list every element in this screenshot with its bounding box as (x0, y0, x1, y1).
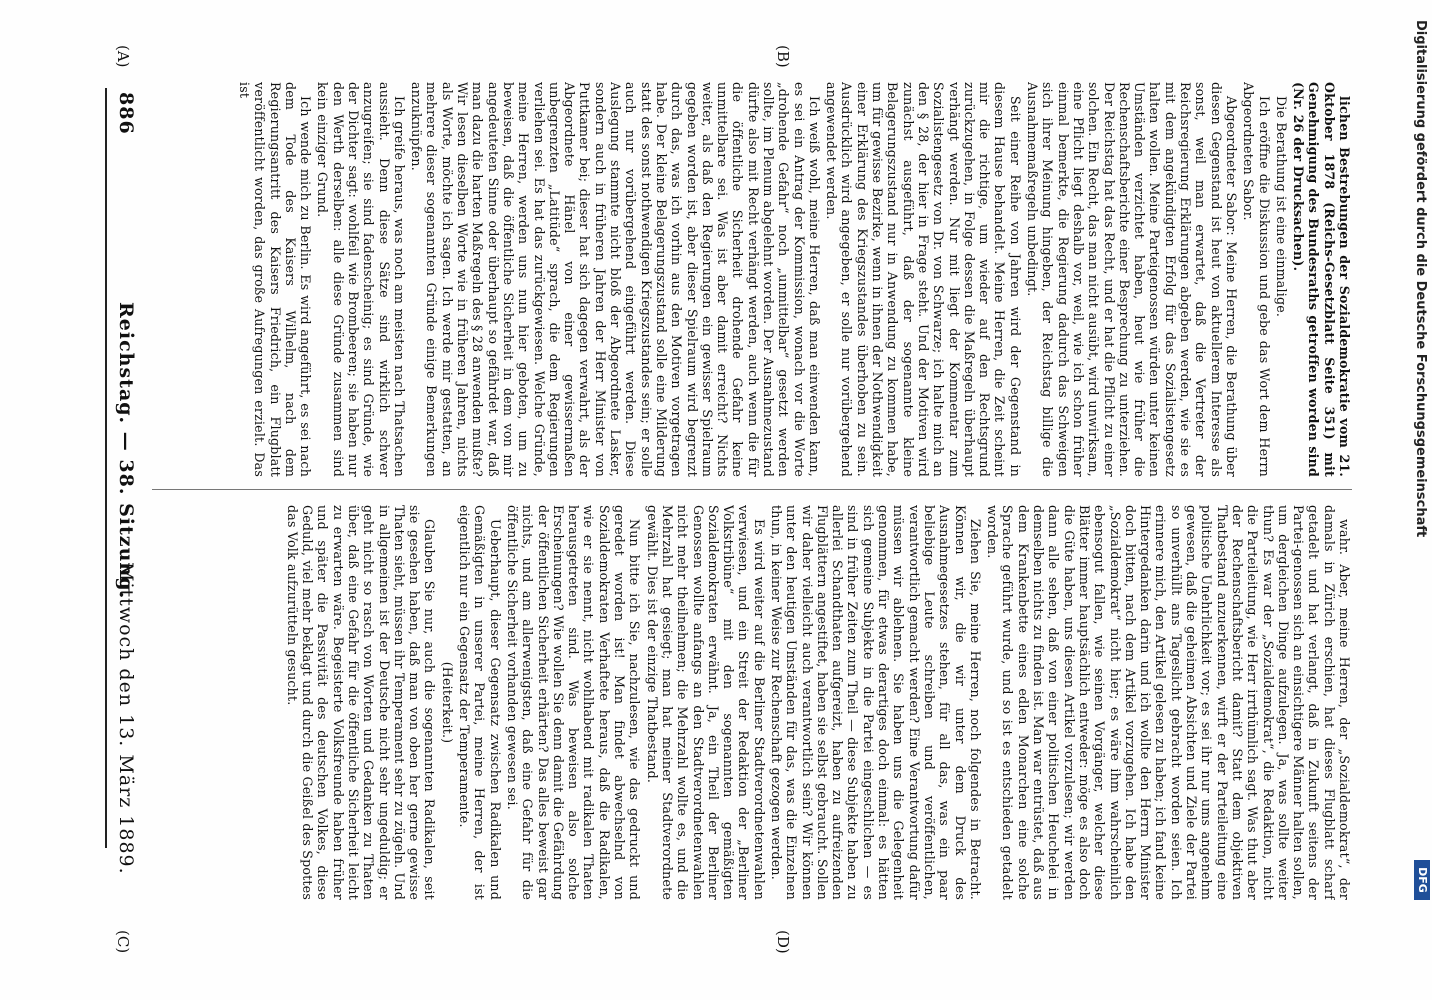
dfg-logo: DFG (1414, 860, 1430, 900)
paragraph: (Heiterkeit.) (439, 661, 455, 744)
paragraph: Ziehen Sie, meine Herren, noch folgendes in Betracht. Können wir, die wir unter dem Druck des Ausnahmegesetzes stehen, für all das, was ein paar beliebige Leute schreiben und veröffentlichen, verantwortlich gemacht werden? Eine Verantwortung dafür müssen wir ablehnen. Sie haben uns die Gelegenheit genommen, für etwas derartiges doch einmal: es hätten sich gemeine Subjekte in die Partei eingeschlichen — es sind in früher Zeiten zum Theil — diese Subjekte haben zu allerlei Schandthaten aufgereizt, haben zu aufreizenden Flugblättern angestiftet, haben sie selbst gebraucht. Sollen wir daher vielleicht auch verantwortlich sein? Wir können unter den heutigen Umständen für das, was die Einzelnen thun, in keiner Weise zur Rechenschaft gezogen werden. (769, 505, 983, 900)
margin-marker-c: (C) (114, 930, 132, 954)
paragraph: Es wird weiter auf die Berliner Stadtverordnetenwahlen verwiesen, und ein Streit der Redaktion der „Berliner Volkstribüne“ mit den sogenannten gemäßigten Sozialdemokraten erwähnt. Ja, ein Theil der Berliner Genossen wollte anfangs an den Stadtverordnetenwahlen nicht mehr theilnehmen; die Mehrzahl wollte es, und die Mehrzahl hat gesiegt; man hat meiner Stadtverordnete gewählt. Dies ist der einzige Thatbestand. (644, 505, 767, 900)
paragraph: Ich greife heraus, was noch am meisten nach Thatsachen aussieht. Denn diese Sätze sind wirklich schwer anzugreifen; sie sind fadenscheinig; es sind Gründe, wie der Dichter sagt: wohlfeil wie Brombeeren; sie haben nur den Werth derselben: alle diese Gründe zusammen sind kein einziger Grund. (315, 82, 407, 477)
paragraph: Glauben Sie nur, auch die sogenannten Radikalen, seit sie gesehen haben, daß man von oben her gerne gewisse Thaten sieht, müssen ihr Temperament sehr zu zügeln. Und in allgemeinen ist der Deutsche nicht sehr ungeduldig; er geht nicht so rasch von Worten und Gedanken zu Thaten über, daß eine Gefahr für die öffentliche Sicherheit leicht zu erwarten wäre. Begeisterte Volksfreunde haben früher und später die Passivität des deutschen Volkes, diese Geduld, viel mehr beklagt und durch die Geißel des Spottes das Volk aufzurütteln gesucht. (284, 505, 438, 900)
paragraph: Die Berathung ist eine einmalige. (1273, 96, 1289, 318)
header-rule (105, 88, 107, 848)
right-text-column (152, 505, 1352, 900)
footer-credit: Digitalisierung gefördert durch die Deutsche Forschungsgemeinschaft (1413, 20, 1428, 538)
paragraph: Seit einer Reihe von Jahren wird der Gegenstand in diesem Hause behandelt. Meine Herren, die Zeit scheint mir die richtige, um wieder auf den Rechtsgrund zurückzugehen, in Folge dessen die Maßregeln überhaupt verhängt werden. Nur mit liegt der Kommentar zum Sozialistengesetz von Dr. von Schwarze; ich halte mich an den § 28, der hier in Frage steht. Und der Motiven wird zunächst ausgeführt, daß der sogenannte kleine Belagerungszustand nur in Anwendung zu kommen habe, um für gewisse Bezirke, wenn in ihnen der Nothwendigkeit einer Erklärung des Kriegszustandes überhoben zu sein. Ausdrücklich wird angegeben, er solle nur vorübergehend angewendet werden. (824, 82, 1023, 477)
paragraph: Nun bitte ich Sie, nachzulesen, wie das gedruckt und geredet worden ist! Man findet abwechselnd von Sozialdemokraten Verhaftete heraus, daß die Radikalen, wie er sie nennt, nicht wohlhabend mit radikalen Thaten herausgetreten sind. Was beweisen also solche Erscheinungen? Wie wollen Sie denn damit die Gefährdung der öffentlichen Sicherheit erhärten? Das alles beweist gar nichts, und am allerwenigsten, daß eine Gefahr für die öffentliche Sicherheit vorhanden gewesen sei. (504, 505, 643, 900)
header-date: Mittwoch den 13. März 1889. (115, 562, 137, 875)
paragraph: lichen Bestrebungen der Sozialdemokratie vom 21. Oktober 1878 (Reichs-Gesetzblatt Seite 351) mit Genehmigung des Bundesraths getroffen worden sind (Nr. 26 der Drucksachen). (1291, 82, 1352, 477)
paragraph: Ich eröffne die Diskussion und gebe das Wort dem Herrn Abgeordneten Sabor. (1241, 82, 1272, 477)
page-number: 886 (115, 92, 137, 135)
digitization-footer (1402, 0, 1432, 1000)
header-title: Reichstag. — 38. Sitzung. (115, 302, 137, 600)
margin-marker-b: (B) (774, 45, 792, 68)
paragraph: Ich wende mich zu Berlin. Es wird angeführt, es sei nach dem Tode des Kaisers Wilhelm, nach dem Regierungsantritt des Kaisers Friedrich, ein Flugblatt veröffentlicht worden, das große Aufregungen erzielt. Das ist (236, 82, 314, 477)
column-divider (152, 489, 1352, 490)
margin-marker-a: (A) (114, 45, 132, 68)
paragraph: Ich weiß wohl, meine Herren, daß man einwenden kann, es sei ein Antrag der Kommission, wonach vor die Worte „drohende Gefahr“ noch „unmittelbar“ gesetzt werden sollte, im Plenum abgelehnt worden. Der Ausnahmezustand dürfte also mit Recht verhängt werden, auch wenn die für die öffentliche Sicherheit drohende Gefahr keine unmittelbare sei. Was ist aber damit erreicht? Nichts weiter, als daß den Regierungen ein gewisser Spielraum gegeben worden ist, aber dieser Spielraum wird begrenzt durch das, was ich vorhin aus den Motiven vorgetragen habe. Der kleine Belagerungszustand solle eine Milderung statt des sonst nothwendigen Kriegszustandes sein; er solle auch nur vorübergehend eingeführt werden. Diese Auslegung stammte nicht bloß der Abgeordnete Lasker, sondern auch in früheren Jahren der Herr Minister von Puttkamer bei; dieser hat sich dagegen verwahrt, als der Abgeordnete Hänel von einer gewissermaßen unbegrenzten „Latitüde“ sprach, die dem Regierungen verliehen sei. Es hat das zurückgewiesen. Welche Gründe, meine Herren, werden uns nun hier geboten, um zu beweisen, daß die öffentliche Sicherheit in dem von mir angedeuteten Sinne oder überhaupt so gefährdet war, daß man dazu die harten Maßregeln des § 28 anwenden mußte? Wir lesen dieselben Worte wie in früheren Jahren, nichts als Worte, möchte ich sagen. Ich werde mir gestatten, an mehrere dieser sogenannten Gründe einige Bemerkungen anzuknüpfen. (409, 82, 822, 477)
margin-marker-d: (D) (774, 930, 792, 954)
paragraph: wahr. Aber, meine Herren, der „Sozialdemokrat“, der damals in Zürich erschien, hat dieses Flugblatt scharf getadelt und hat verlangt, daß in Zukunft seitens der Partei-genossen sich an einsichtigere Männer halten sollen, um dergleichen Dinge aufzulegen. Ja, was sollte weiter thun? Es war der „Sozialdemokrat“, die Redaktion, nicht die Parteileitung, wie Herr irrthümlich sagt. Was thut aber der Rechenschaftsbericht damit? Statt dem objektiven Thatbestand anzuerkennen, wirft er der Parteileitung eine politische Unehrlichkeit vor; es sei ihr nur ums angenehm gewesen, daß die geheimen Absichten und Ziele der Partei so unverhüllt ans Tageslicht gebracht worden seien. Ich erinnere mich, den Artikel gelesen zu haben; ich fand keine Hintergedanken darin und ich wollte den Herrn Minister doch bitten, nach dem Artikel vorzugehen. Ich habe den „Sozialdemokrat“ nicht hier; es wäre ihm wahrscheinlich ebensogut fallen, wie seinen Vorgänger, welcher diese Blätter immer hauptsächlich entweder: möge es also doch die Güte haben, uns diesen Artikel vorzulesen; wir werden dann alle sehen, daß von einer politischen Heuchelei in demselben nichts zu finden ist. Man war entrüstet, daß aus dem Krankenbette eines edlen Monarchen eine solche Sprache geführt wurde, und so ist es entschieden getadelt worden. (985, 505, 1352, 900)
left-text-column (152, 82, 1352, 477)
paragraph: Abgeordneter Sabor: Meine Herren, die Berathung über diesen Gegenstand ist heut von aktuellerem Interesse als sonst, weil man erwartet, daß die Vertreter der Reichsregierung Erklärungen abgeben werden, wie sie es mit dem angekündigten Erfolg für das Sozialistengesetz halten wollen. Meine Parteigenossen würden unter keinen Umständen verzichtet haben, heut wie früher die Rechenschaftsberichte einer Besprechung zu unterziehen. Der Reichstag hat das Recht, und er hat die Pflicht zu einer solchen. Ein Recht, das man nicht ausübt, wird unwirksam, eine Pflicht liegt deshalb vor, weil, wie ich schon früher einmal bemerkte, die Regierung dadurch das Schweigen sich ihrer Meinung hingeben, der Reichstag billige die Ausnahmemaßregeln unbedingt. (1025, 82, 1239, 477)
page-header (107, 92, 137, 875)
paragraph: Ueberhaupt, dieser Gegensatz zwischen Radikalen und Gemäßigten in unserer Partei, meine Herren, der ist eigentlich nur ein Gegensatz der Temperamente. (457, 505, 503, 900)
